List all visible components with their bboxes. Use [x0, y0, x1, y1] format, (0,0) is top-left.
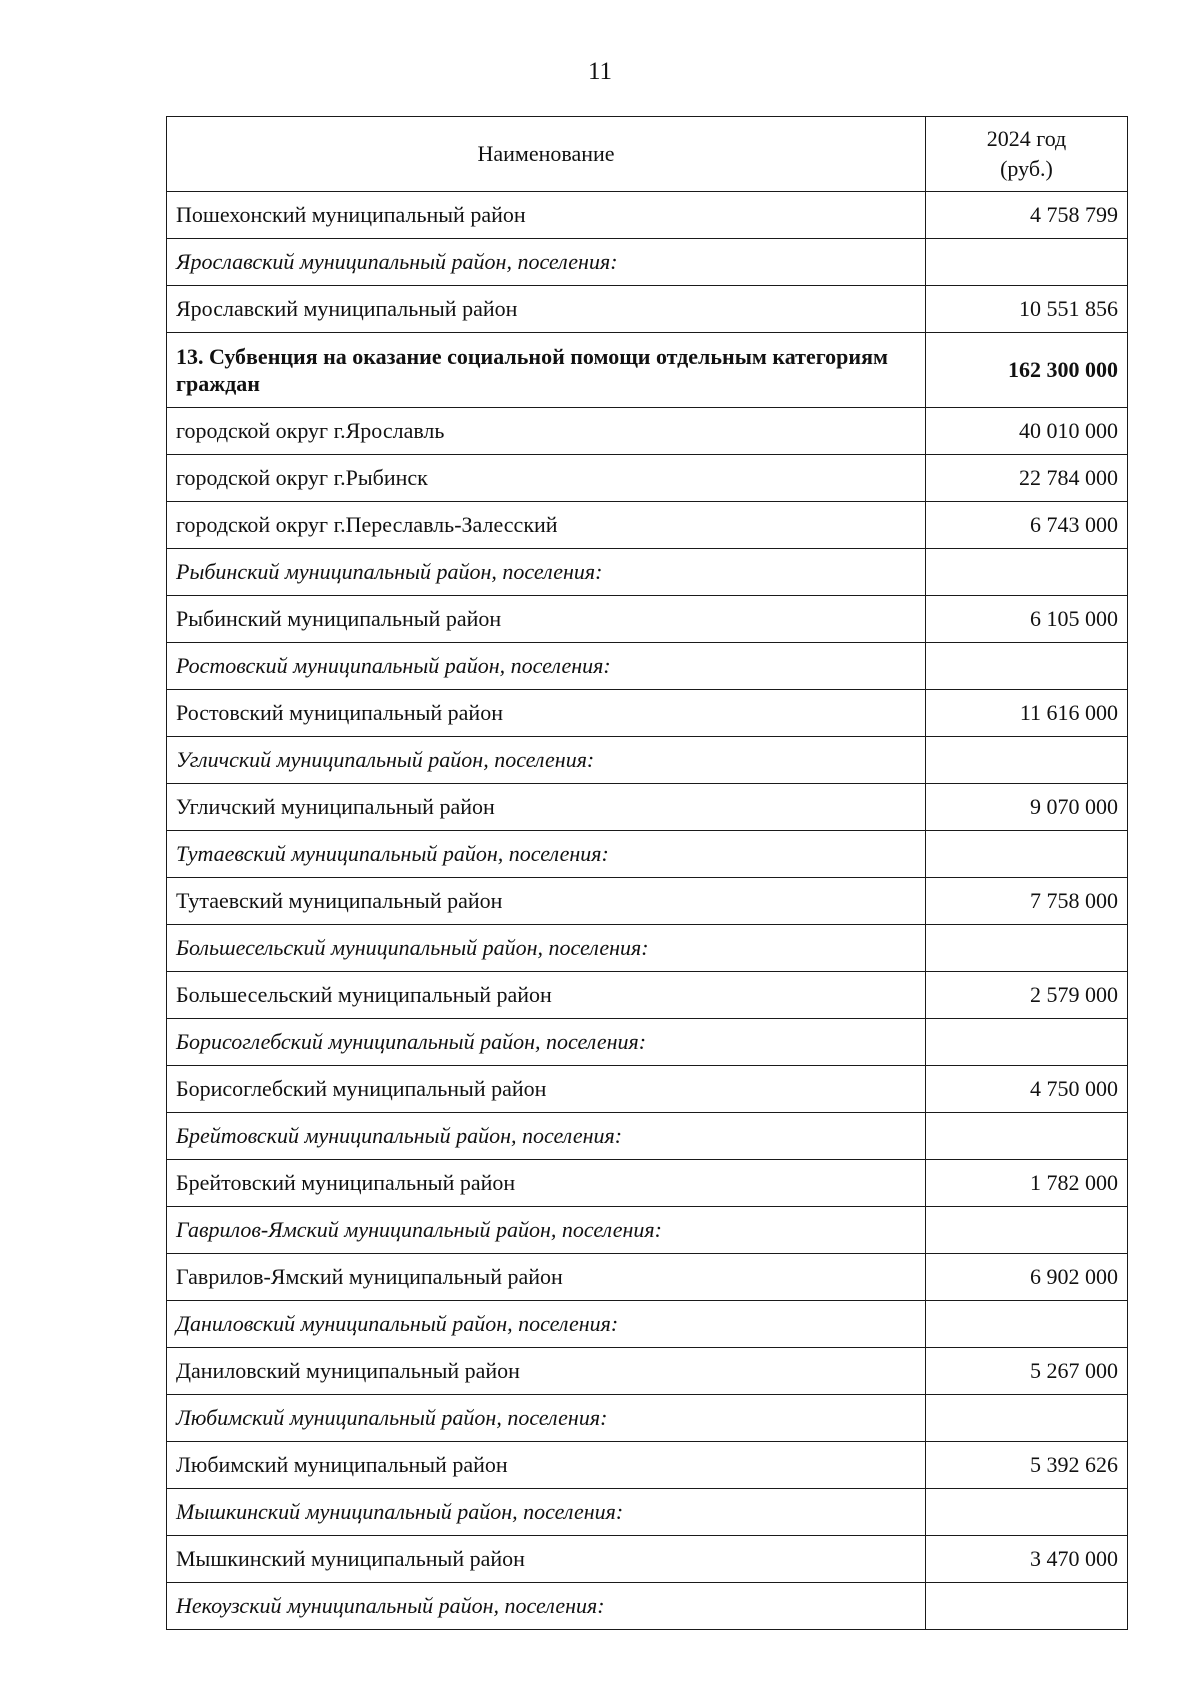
- row-name-cell: Любимский муниципальный район: [167, 1442, 926, 1489]
- row-value-cell: 5 392 626: [926, 1442, 1128, 1489]
- table-row: [167, 286, 1128, 333]
- row-value-cell: [926, 1019, 1128, 1066]
- row-value-cell: 5 267 000: [926, 1348, 1128, 1395]
- section-row: [167, 333, 1128, 408]
- header-value-year: 2024 год: [986, 126, 1067, 151]
- row-value-cell: 2 579 000: [926, 972, 1128, 1019]
- row-value-cell: [926, 1395, 1128, 1442]
- row-value-cell: [926, 643, 1128, 690]
- row-value-cell: [926, 831, 1128, 878]
- row-name-cell: Ростовский муниципальный район: [167, 690, 926, 737]
- row-name-cell: Угличский муниципальный район: [167, 784, 926, 831]
- row-value-cell: [926, 1301, 1128, 1348]
- group-row: [167, 831, 1128, 878]
- group-row: [167, 1395, 1128, 1442]
- group-name-cell: Мышкинский муниципальный район, поселения:: [167, 1489, 926, 1536]
- row-value-cell: 10 551 856: [926, 286, 1128, 333]
- header-value: [926, 117, 1128, 192]
- group-name-cell: Любимский муниципальный район, поселения:: [167, 1395, 926, 1442]
- row-name-cell: Рыбинский муниципальный район: [167, 596, 926, 643]
- row-value-cell: 162 300 000: [926, 333, 1128, 408]
- group-name-cell: Брейтовский муниципальный район, поселения:: [167, 1113, 926, 1160]
- row-name-cell: Даниловский муниципальный район: [167, 1348, 926, 1395]
- row-value-cell: 22 784 000: [926, 455, 1128, 502]
- row-name-cell: городской округ г.Рыбинск: [167, 455, 926, 502]
- row-value-cell: [926, 925, 1128, 972]
- row-value-cell: 4 750 000: [926, 1066, 1128, 1113]
- table-row: [167, 1254, 1128, 1301]
- row-value-cell: [926, 1489, 1128, 1536]
- header-name: Наименование: [167, 117, 926, 192]
- table-row: [167, 1348, 1128, 1395]
- table-row: [167, 502, 1128, 549]
- table-row: [167, 1066, 1128, 1113]
- row-value-cell: 1 782 000: [926, 1160, 1128, 1207]
- budget-table: [166, 116, 1128, 1630]
- row-value-cell: [926, 1207, 1128, 1254]
- row-name-cell: Мышкинский муниципальный район: [167, 1536, 926, 1583]
- group-row: [167, 239, 1128, 286]
- table-body: [167, 192, 1128, 1630]
- group-row: [167, 549, 1128, 596]
- group-name-cell: Ярославский муниципальный район, поселения:: [167, 239, 926, 286]
- row-value-cell: [926, 239, 1128, 286]
- page-number: 11: [587, 58, 613, 85]
- group-name-cell: Тутаевский муниципальный район, поселения:: [167, 831, 926, 878]
- row-name-cell: Большесельский муниципальный район: [167, 972, 926, 1019]
- table-header-row: [167, 117, 1128, 192]
- row-name-cell: городской округ г.Ярославль: [167, 408, 926, 455]
- table-row: [167, 690, 1128, 737]
- table-row: [167, 596, 1128, 643]
- group-row: [167, 1583, 1128, 1630]
- row-name-cell: Тутаевский муниципальный район: [167, 878, 926, 925]
- group-row: [167, 1019, 1128, 1066]
- table-row: [167, 878, 1128, 925]
- row-value-cell: 6 105 000: [926, 596, 1128, 643]
- row-value-cell: [926, 737, 1128, 784]
- row-value-cell: [926, 1113, 1128, 1160]
- row-name-cell: Брейтовский муниципальный район: [167, 1160, 926, 1207]
- group-row: [167, 643, 1128, 690]
- table-row: [167, 972, 1128, 1019]
- row-name-cell: Ярославский муниципальный район: [167, 286, 926, 333]
- row-value-cell: 7 758 000: [926, 878, 1128, 925]
- table-row: [167, 408, 1128, 455]
- row-name-cell: Борисоглебский муниципальный район: [167, 1066, 926, 1113]
- group-name-cell: Некоузский муниципальный район, поселения:: [167, 1583, 926, 1630]
- row-name-cell: городской округ г.Переславль-Залесский: [167, 502, 926, 549]
- group-row: [167, 1301, 1128, 1348]
- header-value-unit: (руб.): [1000, 156, 1053, 181]
- row-value-cell: [926, 549, 1128, 596]
- row-value-cell: 11 616 000: [926, 690, 1128, 737]
- group-name-cell: Большесельский муниципальный район, поселения:: [167, 925, 926, 972]
- table-row: [167, 1160, 1128, 1207]
- row-name-cell: Гаврилов-Ямский муниципальный район: [167, 1254, 926, 1301]
- group-name-cell: Гаврилов-Ямский муниципальный район, поселения:: [167, 1207, 926, 1254]
- table-row: [167, 784, 1128, 831]
- row-value-cell: 6 902 000: [926, 1254, 1128, 1301]
- row-name-cell: 13. Субвенция на оказание социальной помощи отдельным категориям граждан: [167, 333, 926, 408]
- table-row: [167, 1442, 1128, 1489]
- group-name-cell: Угличский муниципальный район, поселения:: [167, 737, 926, 784]
- group-row: [167, 1489, 1128, 1536]
- table-row: [167, 1536, 1128, 1583]
- group-row: [167, 737, 1128, 784]
- group-name-cell: Рыбинский муниципальный район, поселения:: [167, 549, 926, 596]
- group-row: [167, 925, 1128, 972]
- group-name-cell: Ростовский муниципальный район, поселения:: [167, 643, 926, 690]
- table-row: [167, 192, 1128, 239]
- row-name-cell: Пошехонский муниципальный район: [167, 192, 926, 239]
- table-row: [167, 455, 1128, 502]
- row-value-cell: [926, 1583, 1128, 1630]
- row-value-cell: 6 743 000: [926, 502, 1128, 549]
- group-name-cell: Борисоглебский муниципальный район, поселения:: [167, 1019, 926, 1066]
- row-value-cell: 4 758 799: [926, 192, 1128, 239]
- row-value-cell: 9 070 000: [926, 784, 1128, 831]
- group-row: [167, 1113, 1128, 1160]
- group-row: [167, 1207, 1128, 1254]
- row-value-cell: 3 470 000: [926, 1536, 1128, 1583]
- group-name-cell: Даниловский муниципальный район, поселения:: [167, 1301, 926, 1348]
- row-value-cell: 40 010 000: [926, 408, 1128, 455]
